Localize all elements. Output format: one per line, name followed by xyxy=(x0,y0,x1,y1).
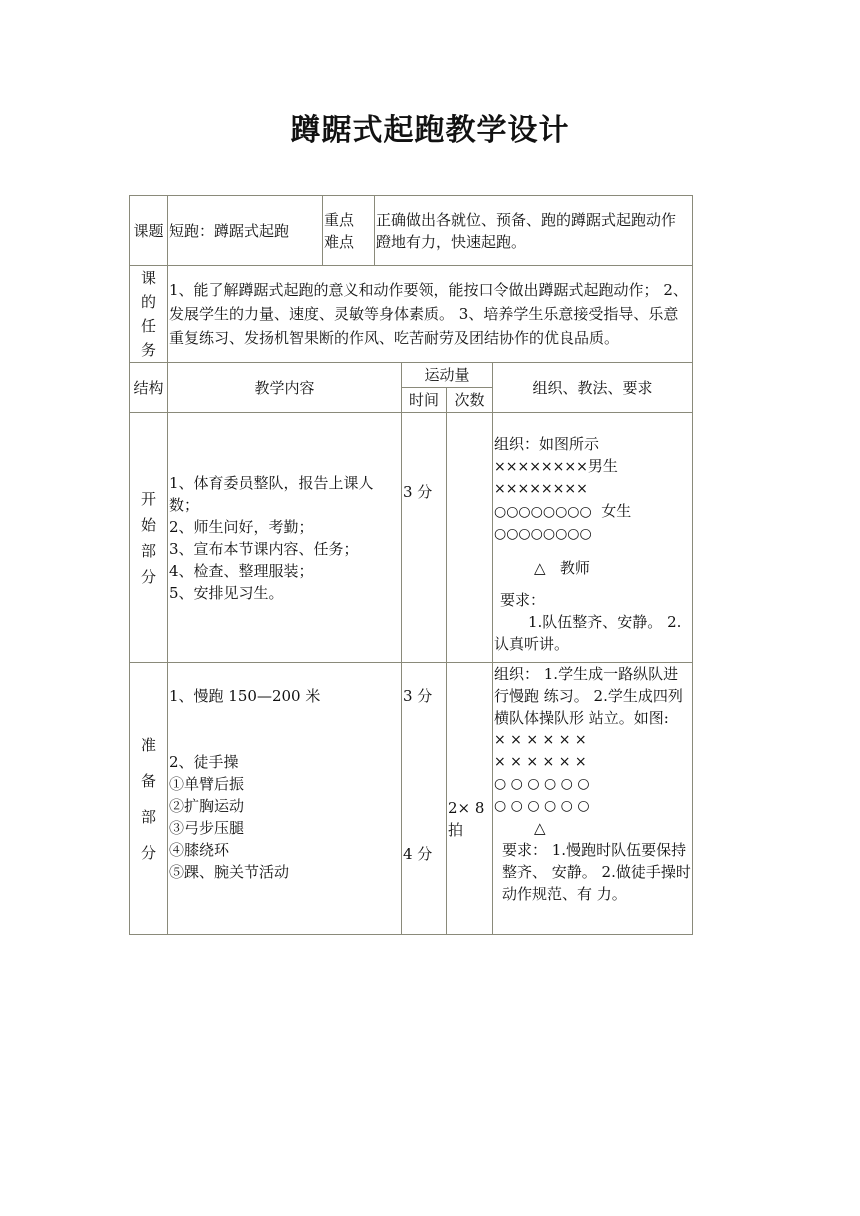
prep-section-label xyxy=(130,663,168,935)
header-load: 运动量 xyxy=(402,363,493,388)
start-label-char: 开 xyxy=(140,489,156,508)
topic-value: 短跑：蹲踞式起跑 xyxy=(168,196,323,266)
prep-content xyxy=(168,663,402,935)
exercise-item: ①单臂后振 xyxy=(169,775,245,793)
start-item: 3、宣布本节课内容、任务； xyxy=(169,539,359,558)
start-req-text: 1.队伍整齐、安静。 2.认真听讲。 xyxy=(494,613,682,653)
teacher-label: 教师 xyxy=(559,559,590,577)
task-label xyxy=(130,266,168,363)
prep-teacher-mark: △ xyxy=(534,819,546,837)
start-time: 3 分 xyxy=(402,413,447,663)
prep-count: 2× 8 拍 xyxy=(447,663,493,935)
start-item: 1、体育委员整队，报告上课人数； xyxy=(169,473,374,514)
start-label-char: 部 xyxy=(140,541,156,560)
prep-label-char: 备 xyxy=(140,771,156,790)
task-label-char: 务 xyxy=(140,341,156,359)
prep-formation-row: × × × × × × xyxy=(494,754,587,770)
header-count: 次数 xyxy=(447,388,493,413)
exercise-item: ②扩胸运动 xyxy=(169,797,245,815)
task-label-char: 课 xyxy=(140,269,156,287)
header-row-1 xyxy=(130,363,693,388)
girls-label: 女生 xyxy=(601,502,632,520)
topic-row xyxy=(130,196,693,266)
focus-line-2: 蹬地有力，快速起跑。 xyxy=(376,232,527,251)
header-structure: 结构 xyxy=(130,363,168,413)
exercise-item: ③弓步压腿 xyxy=(169,819,245,837)
focus-label xyxy=(323,196,375,266)
girls-formation: ○○○○○○○○ xyxy=(494,504,592,520)
prep-org xyxy=(493,663,693,935)
topic-label: 课题 xyxy=(130,196,168,266)
header-time: 时间 xyxy=(402,388,447,413)
focus-line-1: 正确做出各就位、预备、跑的蹲踞式起跑动作 xyxy=(376,210,677,229)
prep-org-text: 组织： 1.学生成一路纵队进行慢跑 练习。 2.学生成四列横队体操队形 站立。如图: xyxy=(494,665,683,727)
prep-time xyxy=(402,663,447,935)
start-section-label xyxy=(130,413,168,663)
start-item: 4、检查、整理服装； xyxy=(169,561,314,580)
start-item: 2、师生问好，考勤； xyxy=(169,517,314,536)
prep-item-jog: 1、慢跑 150—200 米 xyxy=(169,687,321,705)
boys-formation: ×××××××× xyxy=(494,459,588,475)
task-text: 1、能了解蹲踞式起跑的意义和动作要领，能按口令做出蹲踞式起跑动作； 2、发展学生的力量、速度、灵敏等身体素质。 3、培养学生乐意接受指导、乐意重复练习、发扬机智果断的作风、吃苦耐劳及团结协作的优良品质。 xyxy=(168,266,693,363)
task-row xyxy=(130,266,693,363)
task-label-char: 的 xyxy=(140,293,156,311)
start-org-line: 组织：如图所示 xyxy=(494,435,600,453)
task-label-char: 任 xyxy=(140,317,156,335)
start-label-char: 分 xyxy=(140,567,156,586)
girls-formation-row2: ○○○○○○○○ xyxy=(494,526,592,542)
header-method: 组织、教法、要求 xyxy=(493,363,693,413)
start-count xyxy=(447,413,493,663)
exercise-item: ⑤踝、腕关节活动 xyxy=(169,863,290,881)
start-content xyxy=(168,413,402,663)
start-item: 5、安排见习生。 xyxy=(169,583,284,602)
prep-label-char: 分 xyxy=(140,843,156,862)
prep-item-exercise: 2、徒手操 xyxy=(169,753,239,771)
page-title: 蹲踞式起跑教学设计 xyxy=(290,113,570,148)
start-section-row xyxy=(130,413,693,663)
prep-formation-row: ○ ○ ○ ○ ○ ○ xyxy=(494,776,590,792)
start-label-char: 始 xyxy=(140,515,156,534)
prep-time-1: 3 分 xyxy=(403,687,433,705)
prep-label-char: 准 xyxy=(140,735,156,754)
teacher-mark: △ xyxy=(534,559,546,577)
start-req-label: 要求： xyxy=(500,591,546,609)
boys-label: 男生 xyxy=(587,457,618,475)
prep-label-char: 部 xyxy=(140,807,156,826)
prep-formation-row: × × × × × × xyxy=(494,732,587,748)
prep-req-text: 要求： 1.慢跑时队伍要保持整齐、 安静。 2.做徒手操时动作规范、有 力。 xyxy=(502,841,691,903)
prep-section-row xyxy=(130,663,693,935)
lesson-plan-table xyxy=(129,195,693,935)
exercise-item: ④膝绕环 xyxy=(169,841,230,859)
focus-label-1: 重点 xyxy=(324,210,355,229)
focus-label-2: 难点 xyxy=(324,232,355,251)
prep-time-2: 4 分 xyxy=(403,845,433,863)
focus-content xyxy=(375,196,693,266)
start-org xyxy=(493,413,693,663)
boys-formation-row2: ×××××××× xyxy=(494,481,588,497)
prep-formation-row: ○ ○ ○ ○ ○ ○ xyxy=(494,798,590,814)
header-content: 教学内容 xyxy=(168,363,402,413)
